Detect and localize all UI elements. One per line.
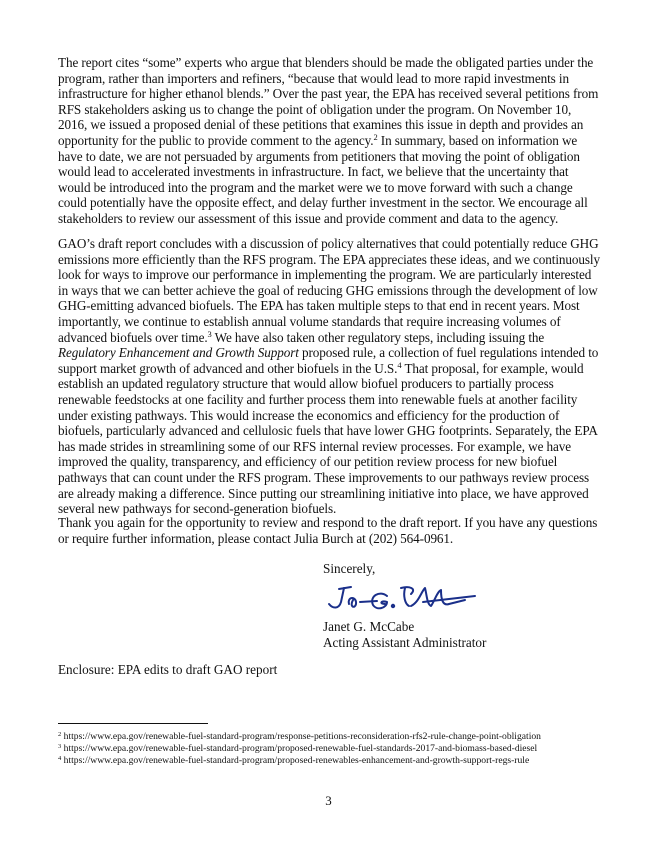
paragraph-thank-you: Thank you again for the opportunity to review and respond to the draft report. If you have any questions or require further information, please contact Julia Burch at (202) 564-0961. xyxy=(58,515,598,546)
footnote-marker: 2 xyxy=(373,131,378,142)
footnote-url: https://www.epa.gov/renewable-fuel-standard-program/proposed-renewable-fuel-standards-2017-and-biomass-based-diesel xyxy=(61,743,538,754)
footnote-3 xyxy=(58,743,537,754)
paragraph-text: The report cites “some” experts who argue that blenders should be made the obligated parties under the program, rather than importers and refiners, “because that would lead to more rapid investments in infrastructure for higher ethanol blends.” Over the past year, the EPA has received several petitions from RFS stakeholders asking us to change the point of obligation under the program. On November 10, 2016, we issued a proposed denial of these petitions that examines this issue in depth and provides an opportunity for the public to provide comment to the agency. xyxy=(58,55,599,148)
handwritten-signature xyxy=(325,582,485,616)
footnote-number: 3 xyxy=(58,743,62,750)
footnote-divider xyxy=(58,723,208,724)
closing-salutation: Sincerely, xyxy=(323,561,376,576)
paragraph-text: GAO’s draft report concludes with a discussion of policy alternatives that could potentially reduce GHG emissions more efficiently than the RFS program. The EPA appreciates these ideas, and we continuously look for ways to improve our performance in implementing the program. We are particularly interested in ways that we can better achieve the goal of reducing GHG emissions through the development of low GHG-emitting advanced biofuels. The EPA has taken multiple steps to that end in recent years. Most importantly, we continue to establish annual volume standards that require increasing volumes of advanced biofuels over time. xyxy=(58,236,600,345)
footnote-2 xyxy=(58,731,541,742)
paragraph-policy-alternatives xyxy=(58,236,603,517)
footnote-4 xyxy=(58,755,529,766)
paragraph-text: We have also taken other regulatory steps, including issuing the xyxy=(211,329,545,345)
footnote-number: 4 xyxy=(58,755,62,762)
paragraph-text: That proposal, for example, would establish an updated regulatory structure that would allow biofuel producers to partially process renewable feedstocks at one facility and further process them into renewable fuels at another facility under existing pathways. This would increase the economics and efficiency for the production of biofuels, particularly advanced and cellulosic fuels that have lower GHG footprints. Separately, the EPA has made strides in streamlining some of our RFS internal review processes. For example, we have improved the quality, transparency, and efficiency of our petition review process for new biofuel pathways that can count under the RFS program. These improvements to our pathways review process are already making a difference. Since putting our streamlining initiative into place, we have approved several new pathways for second-generation biofuels. xyxy=(58,360,598,517)
rule-title: Regulatory Enhancement and Growth Support xyxy=(58,345,299,361)
footnote-number: 2 xyxy=(58,731,62,738)
footnote-marker: 4 xyxy=(397,359,402,370)
paragraph-text: proposed rule, a collection of fuel regulations intended to support market growth of advanced and other biofuels in the U.S. xyxy=(58,345,599,376)
page-number: 3 xyxy=(325,793,332,808)
paragraph-text: In summary, based on information we have to date, we are not persuaded by arguments from petitioners that moving the point of obligation would lead to accelerated investments in infrastructure. In fact, we believe that the uncertainty that would be introduced into the program and the market were we to move forward with such a change could potentially have the opposite effect, and delay further investment in the sector. We encourage all stakeholders to review our assessment of this issue and provide comment and data to the agency. xyxy=(58,132,588,226)
signer-title: Acting Assistant Administrator xyxy=(323,635,487,650)
paragraph-point-of-obligation xyxy=(58,55,603,227)
footnote-url: https://www.epa.gov/renewable-fuel-standard-program/proposed-renewables-enhancement-and-growth-support-regs-rule xyxy=(61,755,530,766)
footnote-marker: 3 xyxy=(207,328,212,339)
footnote-url: https://www.epa.gov/renewable-fuel-standard-program/response-petitions-reconsideration-rfs2-rule-change-point-obligation xyxy=(61,731,541,742)
signer-name: Janet G. McCabe xyxy=(323,619,415,634)
enclosure-note: Enclosure: EPA edits to draft GAO report xyxy=(58,662,278,677)
